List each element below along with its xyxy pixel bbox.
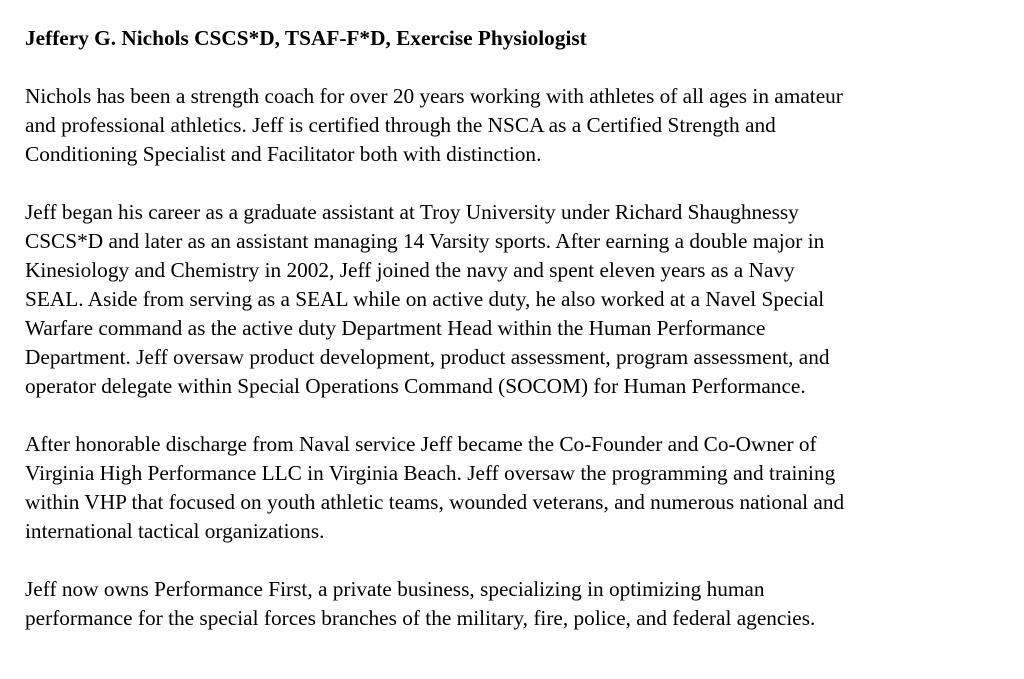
bio-paragraph-vhp <box>25 430 990 546</box>
bio-document <box>25 24 990 662</box>
text-line: Jeff now owns Performance First, a private business, specializing in optimizing human <box>25 577 765 601</box>
bio-paragraph-current <box>25 575 990 633</box>
text-line: Warfare command as the active duty Department Head within the Human Performance <box>25 316 766 340</box>
text-line: Kinesiology and Chemistry in 2002, Jeff joined the navy and spent eleven years as a Navy <box>25 258 795 282</box>
text-line: within VHP that focused on youth athletic teams, wounded veterans, and numerous national and <box>25 490 845 514</box>
text-line: operator delegate within Special Operations Command (SOCOM) for Human Performance. <box>25 374 806 398</box>
text-line: CSCS*D and later as an assistant managing 14 Varsity sports. After earning a double major in <box>25 229 825 253</box>
text-line: Conditioning Specialist and Facilitator both with distinction. <box>25 142 542 166</box>
bio-paragraph-intro <box>25 82 990 169</box>
text-line: Department. Jeff oversaw product development, product assessment, program assessment, and <box>25 345 830 369</box>
text-line: SEAL. Aside from serving as a SEAL while on active duty, he also worked at a Navel Special <box>25 287 825 311</box>
text-line: international tactical organizations. <box>25 519 325 543</box>
text-line: performance for the special forces branches of the military, fire, police, and federal agencies. <box>25 606 816 630</box>
text-line: After honorable discharge from Naval service Jeff became the Co-Founder and Co-Owner of <box>25 432 817 456</box>
text-line: Virginia High Performance LLC in Virginia Beach. Jeff oversaw the programming and training <box>25 461 836 485</box>
text-line: and professional athletics. Jeff is certified through the NSCA as a Certified Strength and <box>25 113 776 137</box>
page-title: Jeffery G. Nichols CSCS*D, TSAF-F*D, Exercise Physiologist <box>25 26 587 50</box>
text-line: Jeff began his career as a graduate assistant at Troy University under Richard Shaughnessy <box>25 200 799 224</box>
bio-paragraph-career <box>25 198 990 401</box>
text-line: Nichols has been a strength coach for over 20 years working with athletes of all ages in amateur <box>25 84 843 108</box>
